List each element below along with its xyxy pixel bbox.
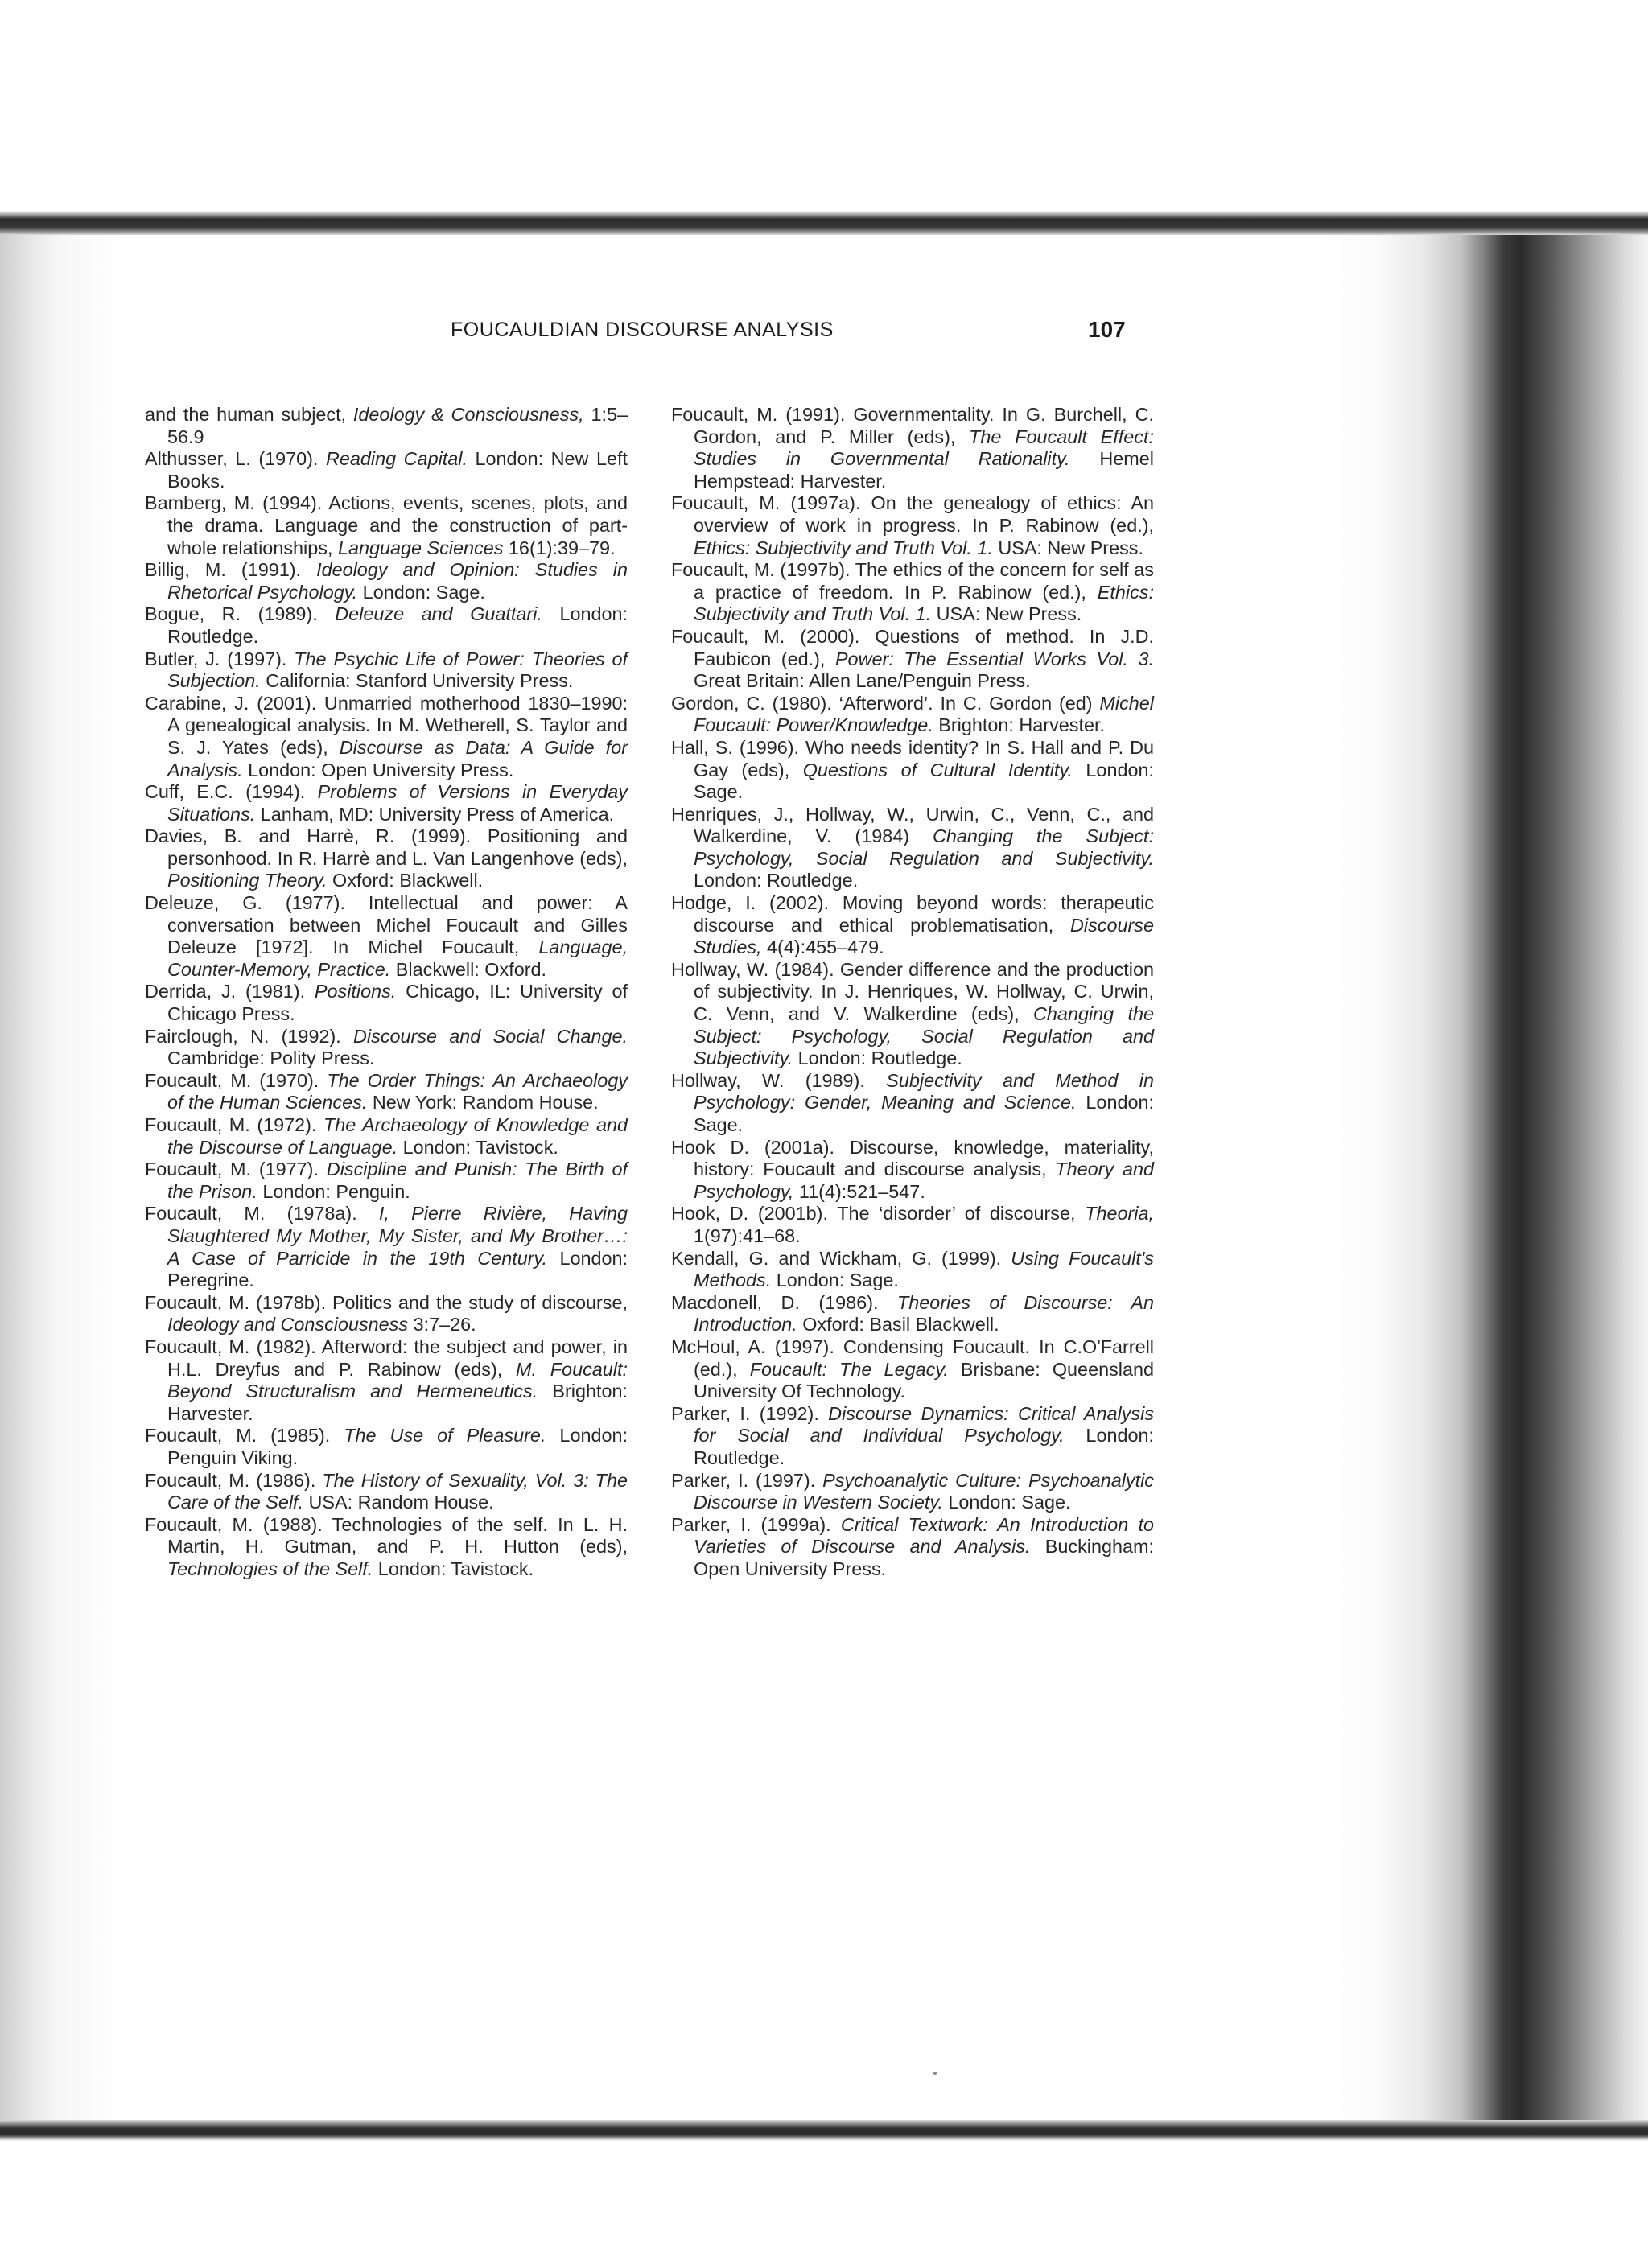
reference-title: Problems of Versions in Everyday Situations. xyxy=(167,781,628,825)
reference-publisher: 11(4):521–547. xyxy=(793,1180,925,1202)
reference-title: Deleuze and Guattari. xyxy=(335,603,542,625)
reference-title: Power: The Essential Works Vol. 3. xyxy=(834,648,1154,669)
reference-entry xyxy=(671,1070,1154,1137)
reference-entry xyxy=(671,1403,1154,1470)
reference-text: Cuff, E.C. (1994). xyxy=(145,781,318,803)
reference-publisher: 4(4):455–479. xyxy=(761,936,884,958)
reference-text: Butler, J. (1997). xyxy=(145,648,295,669)
reference-text: Fairclough, N. (1992). xyxy=(145,1025,354,1047)
reference-publisher: London: Sage. xyxy=(357,581,485,603)
reference-title: Discipline and Punish: The Birth of the Prison. xyxy=(167,1159,628,1202)
reference-entry xyxy=(671,1248,1154,1292)
reference-entry xyxy=(671,492,1154,559)
reference-text: Hook, D. (2001b). The ‘disorder’ of discourse, xyxy=(671,1203,1086,1225)
reference-publisher: London: Sage. xyxy=(694,1092,1154,1135)
reference-publisher: Buckingham: Open University Press. xyxy=(694,1536,1154,1579)
reference-entry xyxy=(145,1292,628,1336)
reference-entry xyxy=(145,825,628,892)
reference-publisher: USA: New Press. xyxy=(992,537,1143,558)
reference-entry xyxy=(671,559,1154,626)
reference-publisher: 1(97):41–68. xyxy=(694,1225,801,1246)
reference-publisher: California: Stanford University Press. xyxy=(260,670,574,692)
reference-publisher: USA: Random House. xyxy=(303,1492,494,1513)
reference-text: Foucault, M. (1997a). On the genealogy of ethics: An overview of work in progress. In P. Rabinow (ed.), xyxy=(671,492,1154,536)
reference-entry xyxy=(145,603,628,648)
reference-publisher: Brighton: Harvester. xyxy=(933,714,1105,736)
reference-title: Language, Counter-Memory, Practice. xyxy=(167,936,628,980)
reference-entry xyxy=(145,559,628,603)
reference-text: Foucault, M. (1988). Technologies of the self. In L. H. Martin, H. Gutman, and P. H. Hutton (eds), xyxy=(145,1513,628,1558)
reference-title: Language Sciences xyxy=(337,537,504,558)
reference-entry xyxy=(671,626,1154,693)
running-header xyxy=(0,319,1648,351)
reference-title: Foucault: The Legacy. xyxy=(749,1358,949,1380)
reference-entry xyxy=(145,492,628,559)
scan-top-edge xyxy=(0,211,1648,235)
reference-publisher: London: Sage. xyxy=(771,1270,899,1291)
reference-publisher: 16(1):39–79. xyxy=(503,537,616,558)
reference-title: Theoria, xyxy=(1085,1203,1154,1225)
reference-entry xyxy=(145,1425,628,1469)
reference-publisher: London: Routledge. xyxy=(167,603,628,647)
reference-publisher: Oxford: Basil Blackwell. xyxy=(797,1314,999,1336)
reference-entry xyxy=(145,1070,628,1114)
reference-publisher: London: Tavistock. xyxy=(373,1558,534,1579)
reference-publisher: London: Peregrine. xyxy=(167,1247,628,1291)
reference-text: Bogue, R. (1989). xyxy=(145,603,336,625)
reference-title: M. Foucault: Beyond Structuralism and Hermeneutics. xyxy=(167,1358,628,1402)
reference-entry xyxy=(145,693,628,781)
reference-title: Ideology and Opinion: Studies in Rhetorical Psychology. xyxy=(167,559,628,603)
reference-title: Ethics: Subjectivity and Truth Vol. 1. xyxy=(694,537,993,558)
reference-text: Foucault, M. (1978a). xyxy=(145,1203,379,1225)
reference-entry xyxy=(145,1470,628,1514)
references-right-column xyxy=(671,404,1154,1580)
reference-title: Using Foucault's Methods. xyxy=(694,1247,1154,1291)
page-number: 107 xyxy=(1088,317,1126,342)
reference-entry xyxy=(671,892,1154,959)
reference-text: Hall, S. (1996). Who needs identity? In S. Hall and P. Du Gay (eds), xyxy=(671,736,1154,780)
reference-text: Hodge, I. (2002). Moving beyond words: therapeutic discourse and ethical problematisation, xyxy=(671,892,1154,936)
reference-entry xyxy=(145,648,628,693)
reference-title: Discourse Studies, xyxy=(694,914,1154,958)
reference-publisher: New York: Random House. xyxy=(367,1092,599,1113)
scan-speck xyxy=(933,2072,937,2075)
reference-publisher: London: Tavistock. xyxy=(398,1136,558,1158)
reference-title: Ideology and Consciousness xyxy=(167,1314,409,1336)
reference-title: Ethics: Subjectivity and Truth Vol. 1. xyxy=(694,581,1154,625)
reference-entry xyxy=(671,1137,1154,1204)
reference-text: McHoul, A. (1997). Condensing Foucault. In C.O'Farrell (ed.), xyxy=(671,1336,1154,1380)
reference-text: Foucault, M. (1977). xyxy=(145,1159,327,1180)
reference-text: Bamberg, M. (1994). Actions, events, scenes, plots, and the drama. Language and the construction of part-whole relationships, xyxy=(145,492,628,558)
reference-title: Subjectivity and Method in Psychology: Gender, Meaning and Science. xyxy=(694,1069,1155,1113)
reference-title: Theory and Psychology, xyxy=(694,1159,1154,1202)
reference-title: Questions of Cultural Identity. xyxy=(802,759,1073,780)
reference-publisher: 1:5–56.9 xyxy=(167,404,628,447)
reference-text: Carabine, J. (2001). Unmarried motherhood 1830–1990: A genealogical analysis. In M. Wetherell, S. Taylor and S. J. Yates (eds), xyxy=(145,692,628,758)
reference-entry xyxy=(671,693,1154,737)
reference-title: The Archaeology of Knowledge and the Discourse of Language. xyxy=(167,1114,628,1158)
reference-publisher: Blackwell: Oxford. xyxy=(390,958,546,980)
reference-publisher: Lanham, MD: University Press of America. xyxy=(255,803,615,825)
reference-publisher: Cambridge: Polity Press. xyxy=(167,1048,375,1069)
reference-entry xyxy=(671,959,1154,1070)
reference-text: Gordon, C. (1980). ‘Afterword’. In C. Gordon (ed) xyxy=(671,692,1100,714)
reference-entry xyxy=(145,404,628,448)
reference-entry xyxy=(145,1114,628,1159)
reference-title: Ideology & Consciousness, xyxy=(352,404,584,425)
reference-title: Changing the Subject: Psychology, Social Regulation and Subjectivity. xyxy=(694,825,1154,869)
reference-entry xyxy=(671,1514,1154,1581)
reference-text: Kendall, G. and Wickham, G. (1999). xyxy=(671,1247,1011,1269)
reference-title: Discourse as Data: A Guide for Analysis. xyxy=(167,736,628,780)
reference-entry xyxy=(145,1159,628,1203)
reference-entry xyxy=(145,1203,628,1291)
reference-publisher: Brisbane: Queensland University Of Technology. xyxy=(694,1358,1155,1402)
reference-text: Foucault, M. (1986). xyxy=(145,1469,323,1491)
reference-text: Hook D. (2001a). Discourse, knowledge, materiality, history: Foucault and discourse analysis, xyxy=(671,1136,1154,1180)
reference-text: Henriques, J., Hollway, W., Urwin, C., Venn, C., and Walkerdine, V. (1984) xyxy=(671,803,1154,847)
reference-text: Derrida, J. (1981). xyxy=(145,981,315,1002)
reference-entry xyxy=(145,892,628,981)
reference-text: Foucault, M. (1997b). The ethics of the concern for self as a practice of freedom. In P. Rabinow (ed.), xyxy=(671,559,1154,603)
reference-title: Reading Capital. xyxy=(325,448,468,470)
reference-publisher: London: New Left Books. xyxy=(167,448,628,492)
reference-publisher: London: Sage. xyxy=(694,759,1154,803)
reference-text: Parker, I. (1997). xyxy=(671,1469,823,1491)
reference-text: Davies, B. and Harrè, R. (1999). Positioning and personhood. In R. Harrè and L. Van Langenhove (eds), xyxy=(145,825,628,869)
reference-title: Positions. xyxy=(314,981,397,1002)
reference-text: Parker, I. (1992). xyxy=(671,1402,829,1424)
reference-title: I, Pierre Rivière, Having Slaughtered My Mother, My Sister, and My Brother…: A Case of Parricide in the 19th Century. xyxy=(167,1203,628,1269)
reference-text: Foucault, M. (2000). Questions of method. In J.D. Faubicon (ed.), xyxy=(671,625,1154,669)
reference-text: and the human subject, xyxy=(145,404,353,425)
reference-text: Foucault, M. (1982). Afterword: the subject and power, in H.L. Dreyfus and P. Rabinow (eds), xyxy=(145,1336,628,1380)
scan-left-shadow xyxy=(0,232,121,2124)
reference-entry xyxy=(671,404,1154,492)
reference-text: Macdonell, D. (1986). xyxy=(671,1291,897,1313)
reference-text: Foucault, M. (1985). xyxy=(145,1425,344,1447)
reference-publisher: London: Routledge. xyxy=(793,1048,962,1069)
reference-entry xyxy=(671,1336,1154,1403)
reference-title: The Foucault Effect: Studies in Governmental Rationality. xyxy=(694,426,1154,470)
reference-publisher: London: Penguin. xyxy=(257,1180,410,1202)
scan-bottom-edge xyxy=(0,2120,1648,2141)
reference-publisher: Great Britain: Allen Lane/Penguin Press. xyxy=(694,670,1031,692)
reference-title: Changing the Subject: Psychology, Social Regulation and Subjectivity. xyxy=(694,1003,1155,1069)
reference-text: Foucault, M. (1991). Governmentality. In G. Burchell, C. Gordon, and P. Miller (eds), xyxy=(671,404,1154,447)
reference-publisher: London: Routledge. xyxy=(694,870,859,891)
reference-publisher: Hemel Hempstead: Harvester. xyxy=(694,448,1154,492)
references-left-column xyxy=(145,404,628,1580)
reference-title: Theories of Discourse: An Introduction. xyxy=(694,1291,1154,1336)
reference-entry xyxy=(145,448,628,492)
chapter-title: FOUCAULDIAN DISCOURSE ANALYSIS xyxy=(451,319,834,341)
reference-title: The History of Sexuality, Vol. 3: The Care of the Self. xyxy=(167,1469,628,1513)
reference-title: The Psychic Life of Power: Theories of Subjection. xyxy=(167,648,628,692)
reference-title: The Order Things: An Archaeology of the Human Sciences. xyxy=(167,1069,628,1113)
reference-publisher: London: Routledge. xyxy=(694,1425,1154,1468)
reference-title: Discourse and Social Change. xyxy=(353,1025,628,1047)
reference-title: The Use of Pleasure. xyxy=(344,1425,546,1447)
reference-entry xyxy=(671,1203,1154,1247)
reference-entry xyxy=(145,1514,628,1581)
reference-publisher: 3:7–26. xyxy=(408,1314,476,1336)
reference-entry xyxy=(145,1336,628,1425)
reference-publisher: London: Sage. xyxy=(942,1492,1071,1513)
reference-text: Hollway, W. (1989). xyxy=(671,1069,887,1091)
reference-entry xyxy=(145,781,628,825)
reference-title: Positioning Theory. xyxy=(167,870,328,891)
reference-title: Michel Foucault: Power/Knowledge. xyxy=(694,692,1154,736)
reference-title: Psychoanalytic Culture: Psychoanalytic Discourse in Western Society. xyxy=(694,1469,1154,1513)
reference-publisher: USA: New Press. xyxy=(931,603,1082,625)
reference-text: Foucault, M. (1978b). Politics and the study of discourse, xyxy=(145,1291,628,1313)
reference-text: Billig, M. (1991). xyxy=(145,559,317,581)
reference-text: Deleuze, G. (1977). Intellectual and power: A conversation between Michel Foucault and Gilles Deleuze [1972]. In Michel Foucault, xyxy=(145,892,628,958)
reference-publisher: Oxford: Blackwell. xyxy=(327,870,484,891)
reference-text: Foucault, M. (1970). xyxy=(145,1069,328,1091)
reference-entry xyxy=(671,1470,1154,1514)
reference-publisher: Chicago, IL: University of Chicago Press. xyxy=(167,981,628,1025)
reference-entry xyxy=(671,737,1154,804)
reference-text: Althusser, L. (1970). xyxy=(145,448,326,470)
reference-publisher: London: Open University Press. xyxy=(242,759,514,780)
reference-title: Discourse Dynamics: Critical Analysis for Social and Individual Psychology. xyxy=(694,1402,1154,1447)
reference-publisher: London: Penguin Viking. xyxy=(167,1425,628,1468)
reference-text: Foucault, M. (1972). xyxy=(145,1114,323,1135)
reference-title: Critical Textwork: An Introduction to Varieties of Discourse and Analysis. xyxy=(694,1513,1154,1558)
reference-entry xyxy=(671,1292,1154,1336)
reference-text: Parker, I. (1999a). xyxy=(671,1513,841,1535)
reference-entry xyxy=(671,804,1154,892)
reference-text: Hollway, W. (1984). Gender difference and the production of subjectivity. In J. Henriques, W. Hollway, C. Urwin, C. Venn, and V. Walkerdine (eds), xyxy=(671,958,1154,1025)
book-spine-shadow xyxy=(1320,232,1648,2124)
reference-publisher: Brighton: Harvester. xyxy=(167,1381,628,1424)
reference-entry xyxy=(145,1026,628,1070)
reference-title: Technologies of the Self. xyxy=(167,1558,373,1579)
reference-entry xyxy=(145,981,628,1025)
